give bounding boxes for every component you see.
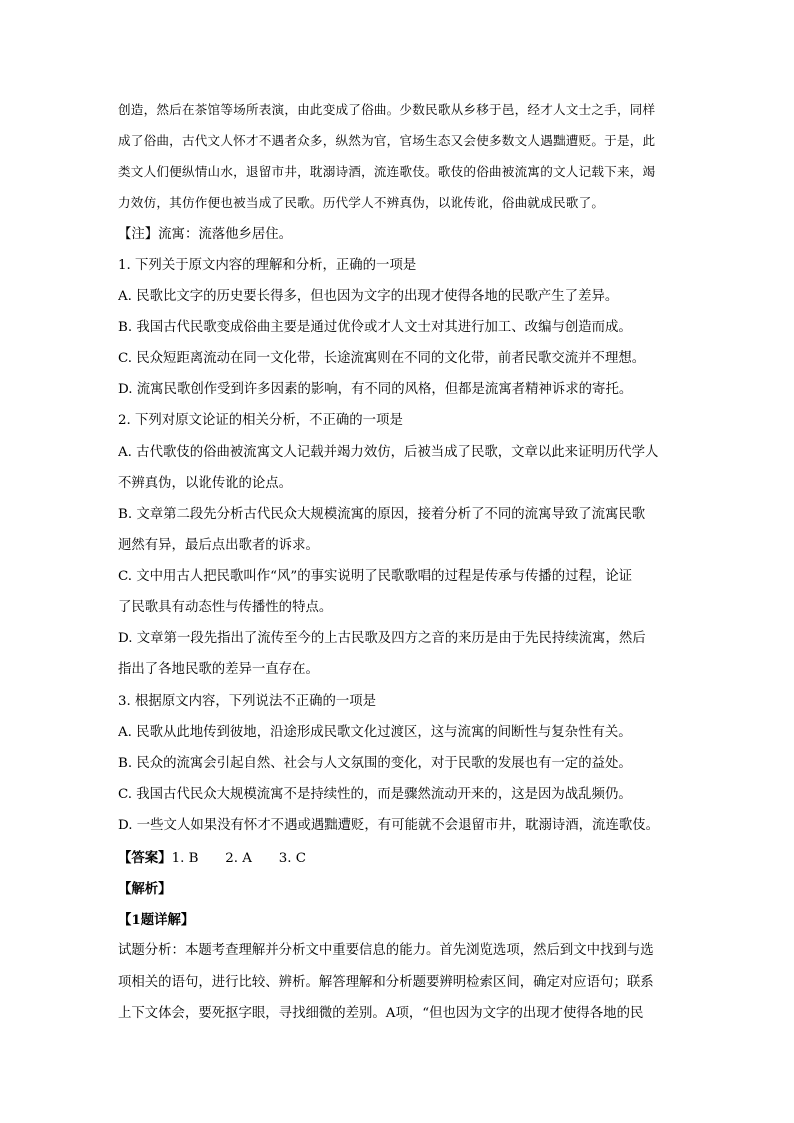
option-line: 迥然有异，最后点出歌者的诉求。 (118, 538, 319, 553)
analysis-title: 【解析】 (118, 881, 172, 897)
option-line: C. 文中用古人把民歌叫作“风”的事实说明了民歌歌唱的过程是传承与传播的过程，论证 (118, 569, 633, 584)
option-line: A. 民歌从此地传到彼地，沿途形成民歌文化过渡区，这与流寓的间断性与复杂性有关。 (118, 725, 632, 740)
question-stem: 1. 下列关于原文内容的理解和分析，正确的一项是 (118, 258, 417, 273)
analysis-subtitle: 【1题详解】 (118, 912, 195, 928)
passage-line: 力效仿，其仿作便也被当成了民歌。历代学人不辨真伪，以讹传讹，俗曲就成民歌了。 (118, 195, 605, 210)
note: 【注】流寓：流落他乡居住。 (118, 227, 293, 242)
option-line: A. 古代歌伎的俗曲被流寓文人记载并竭力效仿，后被当成了民歌，文章以此来证明历代学人 (118, 445, 659, 460)
option-line: 不辨真伪，以讹传讹的论点。 (118, 476, 293, 491)
option-line: C. 我国古代民众大规模流寓不是持续性的，而是骤然流动开来的，这是因为战乱频仍。 (118, 787, 632, 802)
analysis-line: 项相关的语句，进行比较、辨析。解答理解和分析题要辨明检索区间，确定对应语句；联系 (118, 975, 654, 990)
question-stem: 2. 下列对原文论证的相关分析，不正确的一项是 (118, 413, 403, 428)
option-line: B. 民众的流寓会引起自然、社会与人文氛围的变化，对于民歌的发展也有一定的益处。 (118, 756, 632, 771)
option-line: A. 民歌比文字的历史要长得多，但也因为文字的出现才使得各地的民歌产生了差异。 (118, 289, 619, 304)
question-stem: 3. 根据原文内容，下列说法不正确的一项是 (118, 694, 377, 709)
option-line: 了民歌具有动态性与传播性的特点。 (118, 600, 333, 615)
answer-values: 1. B 2. A 3. C (171, 851, 306, 866)
analysis-line: 上下文体会，要死抠字眼，寻找细微的差别。A项，“但也因为文字的出现才使得各地的民 (118, 1006, 644, 1021)
option-line: D. 流寓民歌创作受到许多因素的影响，有不同的风格，但都是流寓者精神诉求的寄托。 (118, 382, 633, 397)
option-line: D. 一些文人如果没有怀才不遇或遇黜遭贬，有可能就不会退留市井，耽溺诗酒，流连歌伎。 (118, 818, 660, 833)
passage-line: 创造，然后在茶馆等场所表演，由此变成了俗曲。少数民歌从乡移于邑，经才人文士之手，同样 (118, 102, 656, 117)
answer-label: 【答案】 (118, 850, 172, 866)
option-line: 指出了各地民歌的差异一直存在。 (118, 662, 319, 677)
option-line: C. 民众短距离流动在同一文化带，长途流寓则在不同的文化带，前者民歌交流并不理想。 (118, 351, 646, 366)
answer-line (118, 848, 678, 869)
analysis-line: 试题分析：本题考查理解并分析文中重要信息的能力。首先浏览选项，然后到文中找到与选 (118, 943, 654, 958)
option-line: B. 我国古代民歌变成俗曲主要是通过优伶或才人文士对其进行加工、改编与创造而成。 (118, 320, 632, 335)
passage-line: 类文人们便纵情山水，退留市井，耽溺诗酒，流连歌伎。歌伎的俗曲被流寓的文人记载下来，竭 (118, 164, 656, 179)
option-line: D. 文章第一段先指出了流传至今的上古民歌及四方之音的来历是由于先民持续流寓，然后 (118, 631, 646, 646)
option-line: B. 文章第二段先分析古代民众大规模流寓的原因，接着分析了不同的流寓导致了流寓民歌 (118, 507, 646, 522)
passage-line: 成了俗曲，古代文人怀才不遇者众多，纵然为官，官场生态又会使多数文人遇黜遭贬。于是，此 (118, 133, 656, 148)
